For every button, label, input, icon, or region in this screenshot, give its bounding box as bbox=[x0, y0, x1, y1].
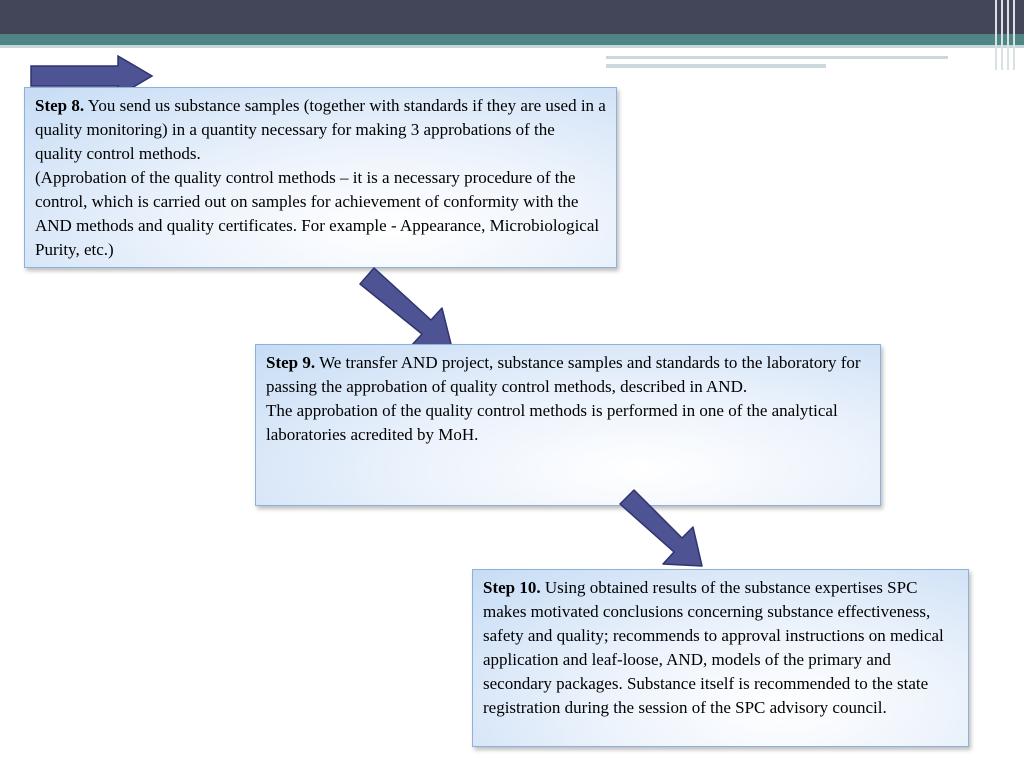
step-8-note: (Approbation of the quality control methods – it is a necessary procedure of the control, which is carried out on samples for achievement of conformity with the AND methods and quality certificates. For example - Appearance, Microbiological Purity, etc.) bbox=[35, 168, 600, 259]
step-8-label: Step 8. bbox=[35, 96, 85, 115]
header-accent-line bbox=[606, 56, 948, 59]
arrow-down-right-icon bbox=[616, 486, 710, 570]
step-10-paragraph bbox=[483, 576, 958, 720]
step-9-text: We transfer AND project, substance samples and standards to the laboratory for passing the approbation of quality control methods, described in AND. bbox=[266, 353, 861, 396]
header-dark-bar bbox=[0, 0, 1024, 34]
header-light-bar bbox=[0, 45, 1024, 48]
header-corner-stripe bbox=[995, 0, 997, 70]
header-teal-bar bbox=[0, 34, 1024, 45]
step-10-label: Step 10. bbox=[483, 578, 541, 597]
header-corner-stripe bbox=[1001, 0, 1003, 70]
step-10-box bbox=[472, 569, 969, 747]
step-9-note: The approbation of the quality control methods is performed in one of the analytical laboratories acredited by MoH. bbox=[266, 401, 838, 444]
header-corner-stripe bbox=[1007, 0, 1009, 70]
step-9-box bbox=[255, 344, 881, 506]
arrow-down-right-icon bbox=[356, 264, 460, 354]
step-8-box bbox=[24, 87, 617, 268]
step-9-paragraph bbox=[266, 351, 870, 399]
step-8-paragraph bbox=[35, 94, 606, 166]
step-9-label: Step 9. bbox=[266, 353, 316, 372]
step-8-text: You send us substance samples (together with standards if they are used in a quality monitoring) in a quantity necessary for making 3 approbations of the quality control methods. bbox=[35, 96, 606, 163]
header-corner-stripe bbox=[1013, 0, 1015, 70]
step-10-text: Using obtained results of the substance expertises SPC makes motivated conclusions concerning substance effectiveness, safety and quality; recommends to approval instructions on medical application and leaf-loose, AND, models of the primary and secondary packages. Substance itself is recommended to the state registration during the session of the SPC advisory council. bbox=[483, 578, 944, 717]
header-accent-line bbox=[606, 64, 826, 68]
